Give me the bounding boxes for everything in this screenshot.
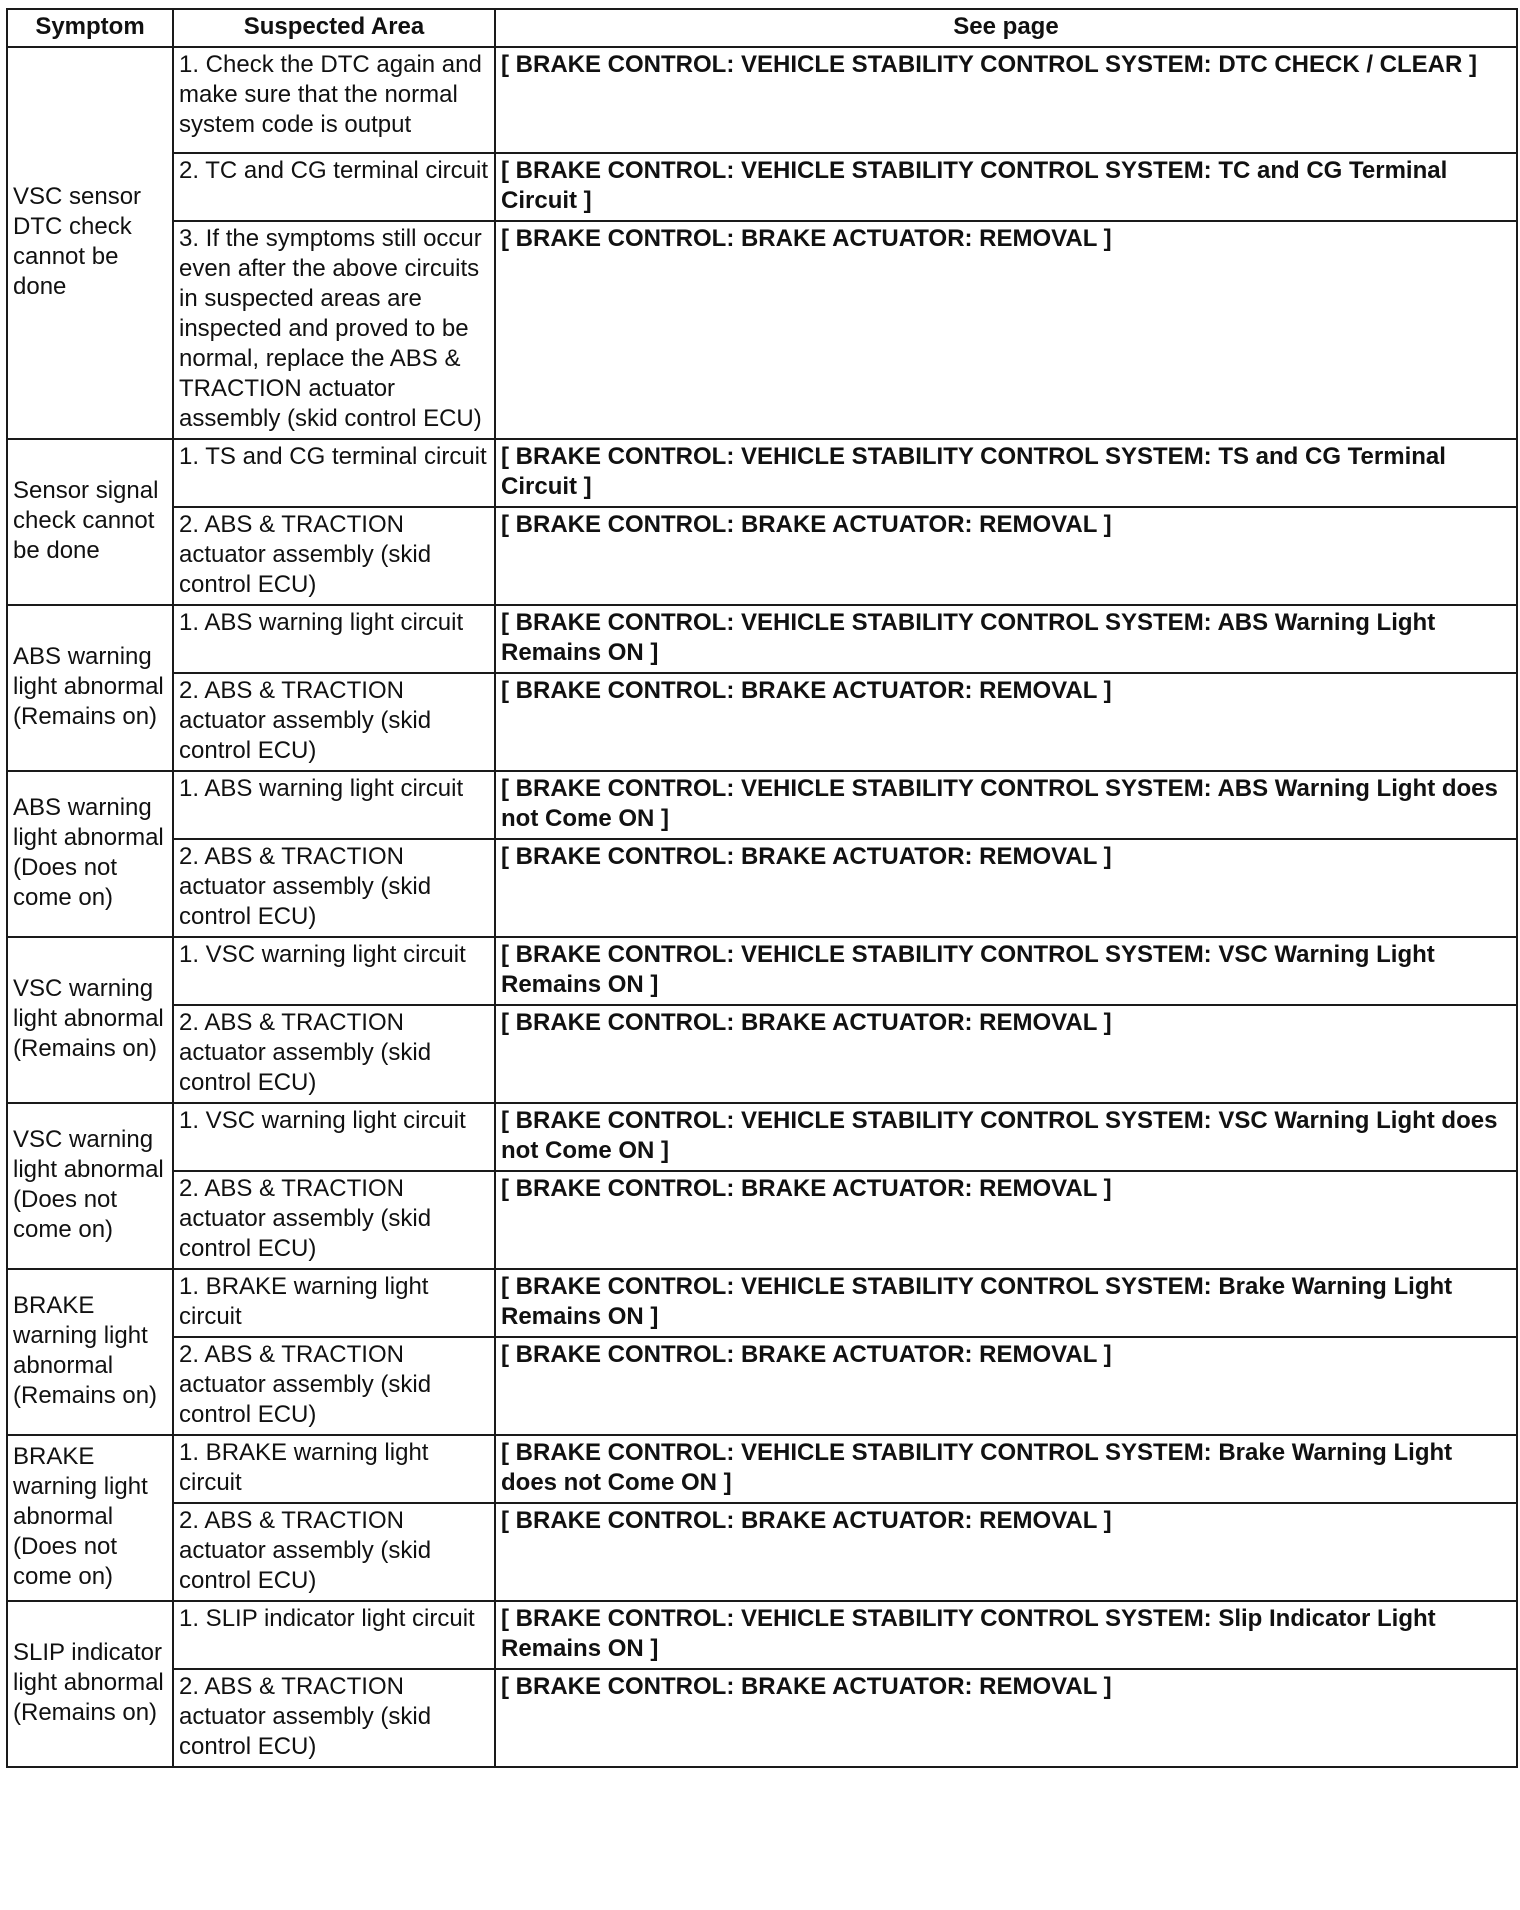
table-row [7, 221, 1517, 439]
table-row [7, 47, 1517, 153]
see-page-link[interactable]: [ BRAKE CONTROL: BRAKE ACTUATOR: REMOVAL ] [495, 221, 1517, 439]
table-row [7, 1601, 1517, 1669]
suspected-area-cell: 1. BRAKE warning light circuit [173, 1435, 495, 1503]
symptom-cell: VSC sensor DTC check cannot be done [7, 47, 173, 439]
see-page-link[interactable]: [ BRAKE CONTROL: VEHICLE STABILITY CONTROL SYSTEM: VSC Warning Light Remains ON ] [495, 937, 1517, 1005]
see-page-link[interactable]: [ BRAKE CONTROL: VEHICLE STABILITY CONTROL SYSTEM: VSC Warning Light does not Come ON ] [495, 1103, 1517, 1171]
symptom-cell: BRAKE warning light abnormal (Remains on) [7, 1269, 173, 1435]
suspected-area-cell: 2. ABS & TRACTION actuator assembly (skid control ECU) [173, 673, 495, 771]
table-row [7, 605, 1517, 673]
table-row [7, 937, 1517, 1005]
table-row [7, 1337, 1517, 1435]
table-row [7, 839, 1517, 937]
problem-symptoms-table-wrapper [6, 8, 1518, 1768]
header-symptom: Symptom [7, 9, 173, 47]
suspected-area-cell: 1. ABS warning light circuit [173, 771, 495, 839]
see-page-link[interactable]: [ BRAKE CONTROL: VEHICLE STABILITY CONTROL SYSTEM: ABS Warning Light does not Come ON ] [495, 771, 1517, 839]
table-row [7, 1005, 1517, 1103]
suspected-area-cell: 2. ABS & TRACTION actuator assembly (skid control ECU) [173, 1669, 495, 1767]
table-body [7, 47, 1517, 1767]
suspected-area-cell: 1. SLIP indicator light circuit [173, 1601, 495, 1669]
symptom-cell: BRAKE warning light abnormal (Does not come on) [7, 1435, 173, 1601]
see-page-link[interactable]: [ BRAKE CONTROL: BRAKE ACTUATOR: REMOVAL ] [495, 1503, 1517, 1601]
problem-symptoms-table [6, 8, 1518, 1768]
see-page-link[interactable]: [ BRAKE CONTROL: VEHICLE STABILITY CONTROL SYSTEM: DTC CHECK / CLEAR ] [495, 47, 1517, 153]
suspected-area-cell: 2. ABS & TRACTION actuator assembly (skid control ECU) [173, 1005, 495, 1103]
suspected-area-cell: 2. ABS & TRACTION actuator assembly (skid control ECU) [173, 1171, 495, 1269]
header-see-page: See page [495, 9, 1517, 47]
see-page-link[interactable]: [ BRAKE CONTROL: BRAKE ACTUATOR: REMOVAL ] [495, 1337, 1517, 1435]
suspected-area-cell: 1. BRAKE warning light circuit [173, 1269, 495, 1337]
suspected-area-cell: 1. Check the DTC again and make sure that the normal system code is output [173, 47, 495, 153]
suspected-area-cell: 1. VSC warning light circuit [173, 1103, 495, 1171]
table-row [7, 771, 1517, 839]
table-row [7, 153, 1517, 221]
suspected-area-cell: 1. VSC warning light circuit [173, 937, 495, 1005]
table-row [7, 1435, 1517, 1503]
table-row [7, 1171, 1517, 1269]
see-page-link[interactable]: [ BRAKE CONTROL: BRAKE ACTUATOR: REMOVAL ] [495, 1005, 1517, 1103]
suspected-area-cell: 3. If the symptoms still occur even after the above circuits in suspected areas are inspected and proved to be normal, replace the ABS & TRACTION actuator assembly (skid control ECU) [173, 221, 495, 439]
see-page-link[interactable]: [ BRAKE CONTROL: BRAKE ACTUATOR: REMOVAL ] [495, 673, 1517, 771]
suspected-area-cell: 2. TC and CG terminal circuit [173, 153, 495, 221]
see-page-link[interactable]: [ BRAKE CONTROL: BRAKE ACTUATOR: REMOVAL ] [495, 839, 1517, 937]
see-page-link[interactable]: [ BRAKE CONTROL: VEHICLE STABILITY CONTROL SYSTEM: TS and CG Terminal Circuit ] [495, 439, 1517, 507]
suspected-area-cell: 1. TS and CG terminal circuit [173, 439, 495, 507]
header-suspected-area: Suspected Area [173, 9, 495, 47]
symptom-cell: ABS warning light abnormal (Does not come on) [7, 771, 173, 937]
symptom-cell: VSC warning light abnormal (Does not come on) [7, 1103, 173, 1269]
table-row [7, 1269, 1517, 1337]
see-page-link[interactable]: [ BRAKE CONTROL: VEHICLE STABILITY CONTROL SYSTEM: TC and CG Terminal Circuit ] [495, 153, 1517, 221]
see-page-link[interactable]: [ BRAKE CONTROL: VEHICLE STABILITY CONTROL SYSTEM: Slip Indicator Light Remains ON ] [495, 1601, 1517, 1669]
header-row [7, 9, 1517, 47]
see-page-link[interactable]: [ BRAKE CONTROL: VEHICLE STABILITY CONTROL SYSTEM: Brake Warning Light Remains ON ] [495, 1269, 1517, 1337]
see-page-link[interactable]: [ BRAKE CONTROL: VEHICLE STABILITY CONTROL SYSTEM: Brake Warning Light does not Come ON ] [495, 1435, 1517, 1503]
symptom-cell: SLIP indicator light abnormal (Remains on) [7, 1601, 173, 1767]
table-row [7, 1669, 1517, 1767]
table-row [7, 439, 1517, 507]
suspected-area-cell: 2. ABS & TRACTION actuator assembly (skid control ECU) [173, 839, 495, 937]
symptom-cell: VSC warning light abnormal (Remains on) [7, 937, 173, 1103]
suspected-area-cell: 1. ABS warning light circuit [173, 605, 495, 673]
table-row [7, 673, 1517, 771]
table-row [7, 1503, 1517, 1601]
suspected-area-cell: 2. ABS & TRACTION actuator assembly (skid control ECU) [173, 1337, 495, 1435]
suspected-area-cell: 2. ABS & TRACTION actuator assembly (skid control ECU) [173, 507, 495, 605]
table-row [7, 507, 1517, 605]
see-page-link[interactable]: [ BRAKE CONTROL: VEHICLE STABILITY CONTROL SYSTEM: ABS Warning Light Remains ON ] [495, 605, 1517, 673]
see-page-link[interactable]: [ BRAKE CONTROL: BRAKE ACTUATOR: REMOVAL ] [495, 1669, 1517, 1767]
symptom-cell: ABS warning light abnormal (Remains on) [7, 605, 173, 771]
see-page-link[interactable]: [ BRAKE CONTROL: BRAKE ACTUATOR: REMOVAL ] [495, 1171, 1517, 1269]
table-row [7, 1103, 1517, 1171]
suspected-area-cell: 2. ABS & TRACTION actuator assembly (skid control ECU) [173, 1503, 495, 1601]
see-page-link[interactable]: [ BRAKE CONTROL: BRAKE ACTUATOR: REMOVAL ] [495, 507, 1517, 605]
symptom-cell: Sensor signal check cannot be done [7, 439, 173, 605]
